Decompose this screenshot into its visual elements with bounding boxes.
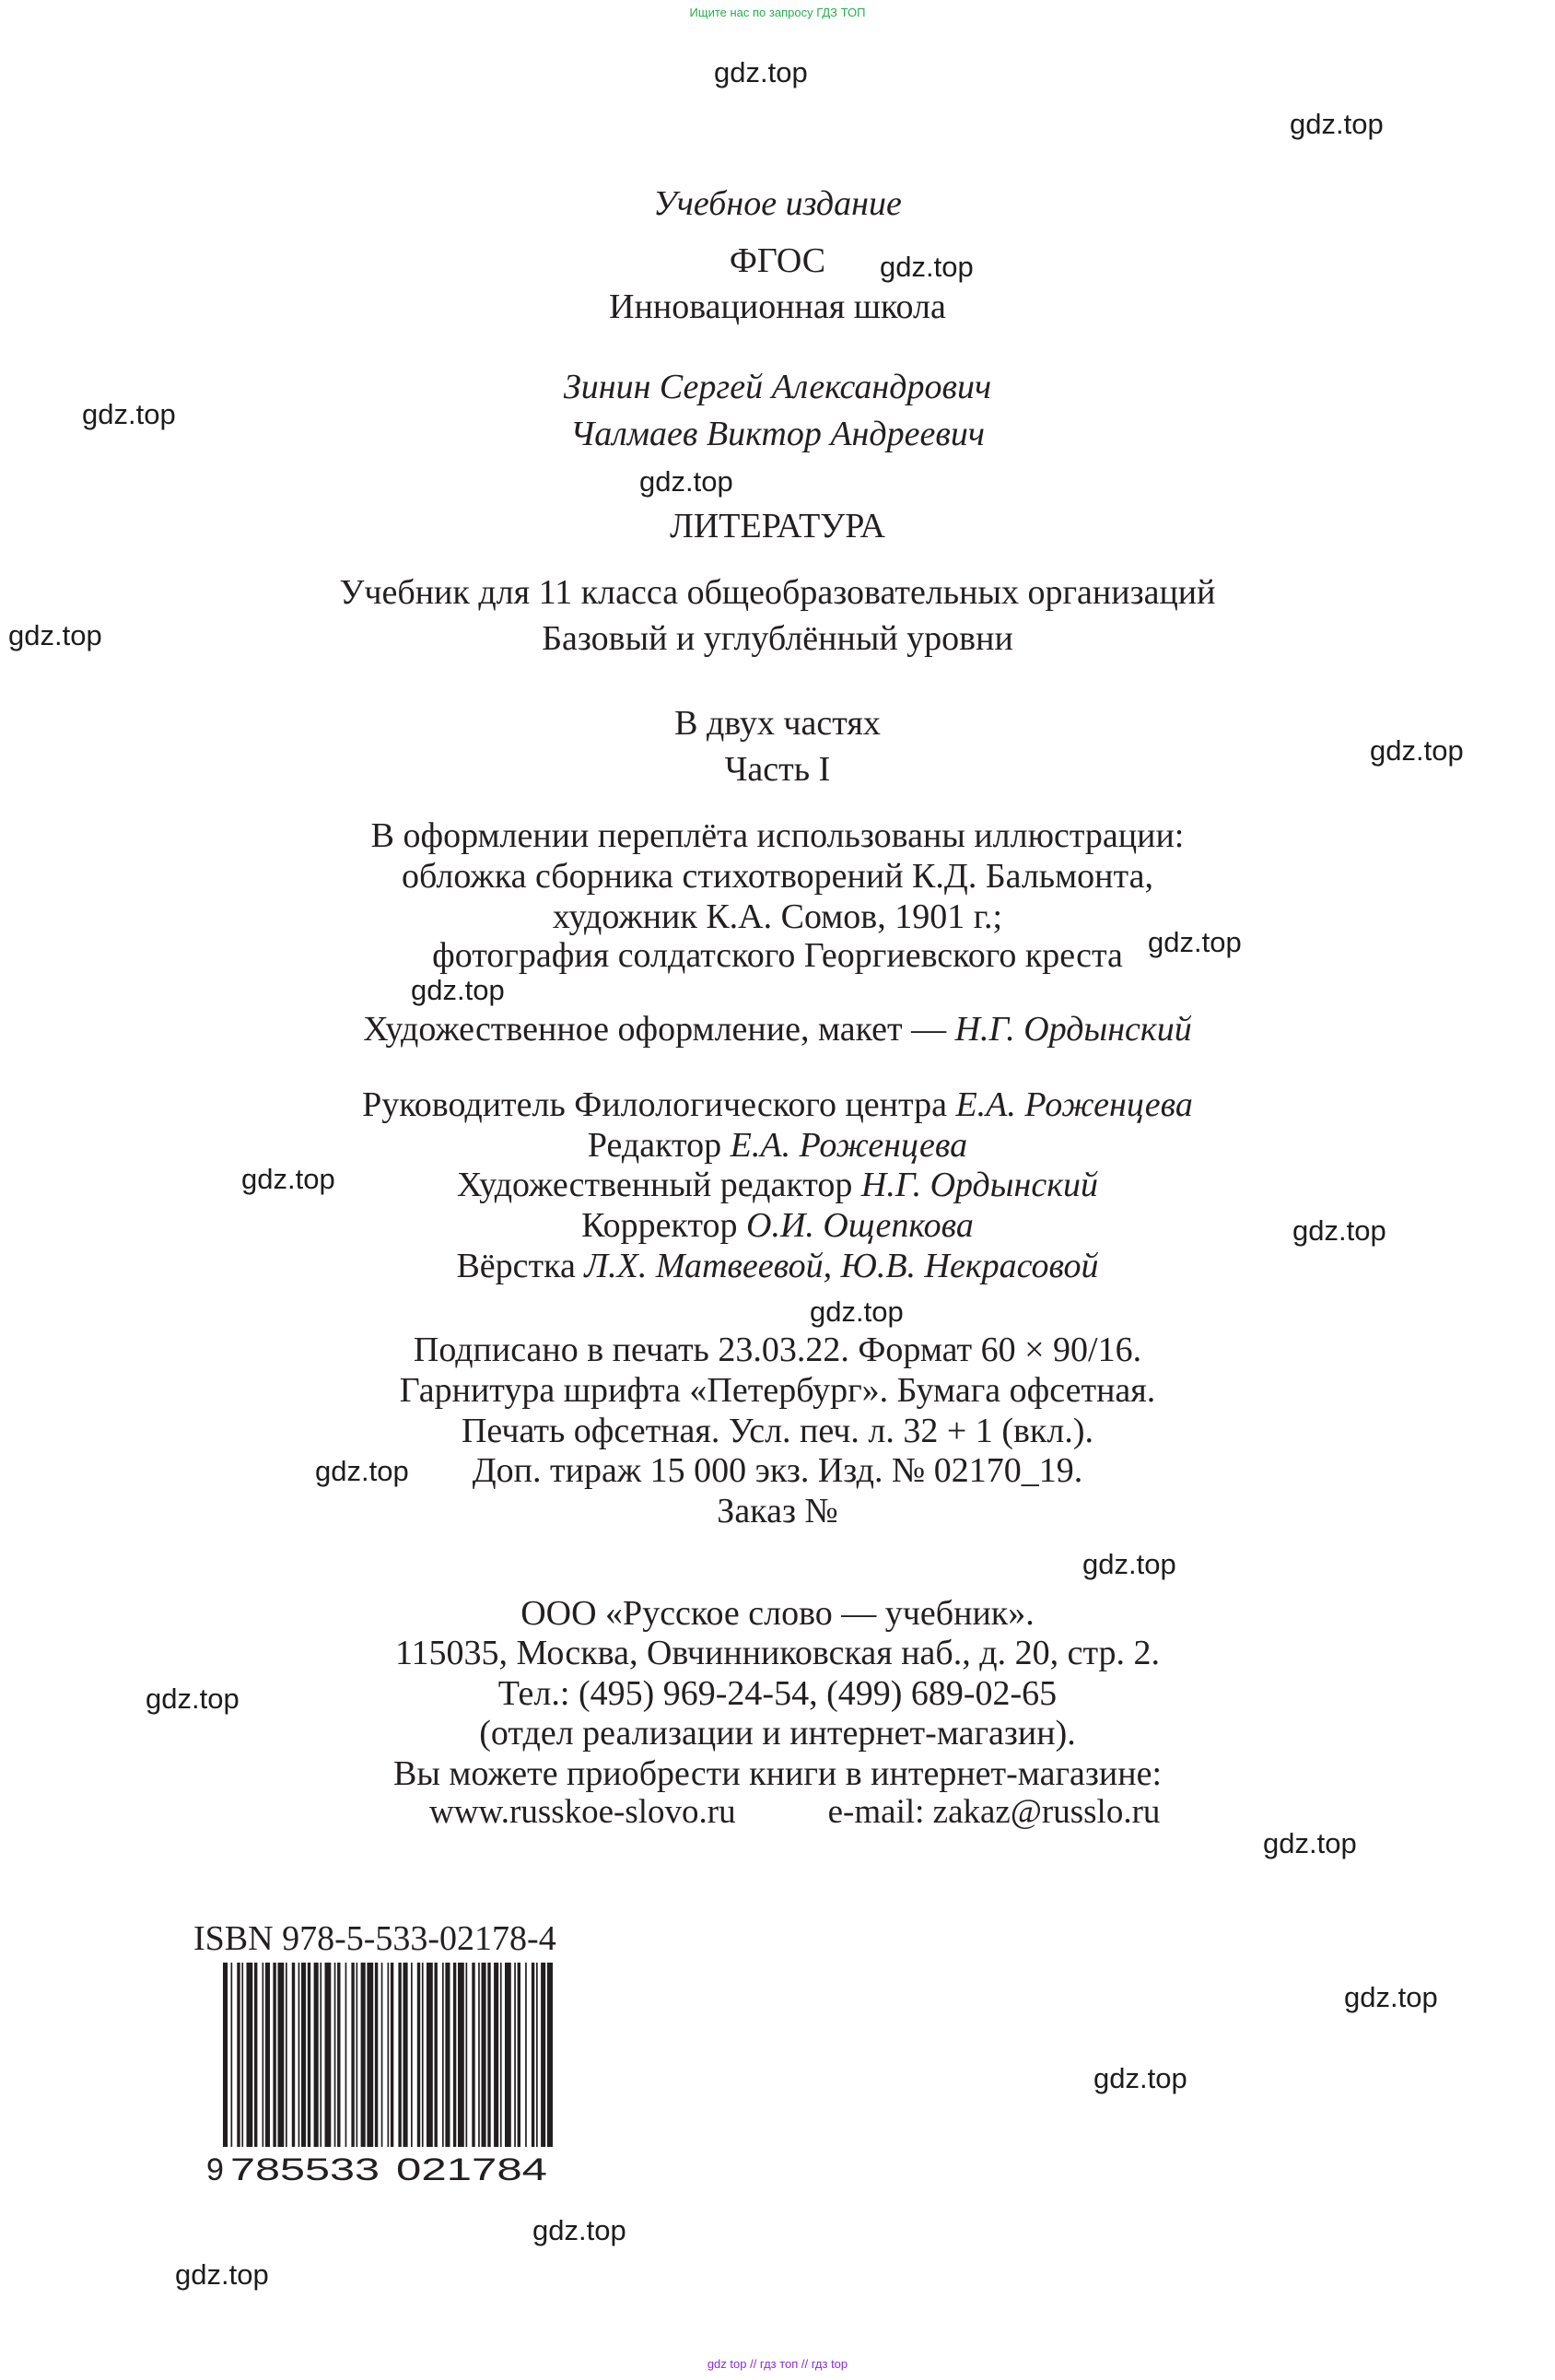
author-1: Зинин Сергей Александрович [563, 368, 992, 406]
illustrations-line-4: фотография солдатского Георгиевского креста [432, 936, 1123, 975]
barcode-bar [518, 1963, 520, 2147]
barcode-bar [472, 1963, 474, 2147]
series-label: Инновационная школа [609, 287, 946, 326]
watermark: gdz.top [1370, 734, 1464, 767]
staff-name: О.И. Ощепкова [746, 1206, 974, 1245]
watermark: gdz.top [241, 1163, 335, 1195]
staff-line [0, 1084, 1555, 1126]
barcode-bar [337, 1963, 340, 2147]
barcode-bars [223, 1963, 553, 2163]
barcode-bar [273, 1963, 275, 2147]
barcode-bar [500, 1963, 502, 2147]
isbn-barcode [206, 1963, 564, 2187]
design-credit-label: Художественное оформление, макет — [363, 1010, 955, 1049]
watermark: gdz.top [810, 1296, 904, 1328]
watermark: gdz.top [1148, 926, 1242, 958]
barcode-bar [422, 1963, 424, 2147]
barcode-bar [445, 1963, 450, 2147]
barcode-bar [361, 1963, 366, 2147]
watermark: gdz.top [1093, 2062, 1187, 2094]
barcode-bar [375, 1963, 378, 2147]
barcode-digit-first: 9 [206, 2152, 224, 2187]
publisher-contacts [429, 1792, 1160, 1832]
publisher-website: www.russkoe-slovo.ru [429, 1793, 736, 1831]
publisher-shop-note: Вы можете приобрести книги в интернет-магазине: [392, 1754, 1162, 1793]
watermark: gdz.top [175, 2258, 269, 2291]
isbn-label: ISBN 978-5-533-02178-4 [193, 1919, 556, 1958]
barcode-bar [514, 1963, 516, 2147]
book-subtitle-2: Базовый и углублённый уровни [542, 619, 1013, 658]
staff-role: Художественный редактор [457, 1166, 861, 1204]
barcode-bar [494, 1963, 498, 2147]
barcode-bar [403, 1963, 408, 2147]
barcode-bar [325, 1963, 332, 2147]
staff-name: Л.Х. Матвеевой, Ю.В. Некрасовой [584, 1247, 1099, 1285]
barcode-bar [505, 1963, 511, 2147]
watermark: gdz.top [639, 465, 733, 498]
watermark: gdz.top [1082, 1548, 1176, 1580]
barcode-bar [345, 1963, 347, 2147]
publisher-name: ООО «Русское слово — учебник». [520, 1594, 1035, 1633]
barcode-bar [427, 1963, 433, 2147]
barcode-bar [482, 1963, 486, 2147]
barcode-bar [478, 1963, 480, 2147]
print-info-line-3: Печать офсетная. Усл. печ. л. 32 + 1 (вкл.). [461, 1412, 1093, 1450]
author-2: Чалмаев Виктор Андреевич [570, 415, 985, 453]
barcode-digits-right: 021784 [396, 2152, 547, 2187]
barcode-bar [536, 1963, 538, 2147]
parts-label: В двух частях [674, 704, 881, 743]
illustrations-line-3: художник К.А. Сомов, 1901 г.; [552, 897, 1003, 936]
staff-line [0, 1245, 1555, 1287]
barcode-digits-left: 785533 [230, 2152, 380, 2187]
watermark: gdz.top [880, 251, 974, 283]
top-banner: Ищите нас по запросу ГДЗ ТОП [689, 6, 866, 19]
watermark: gdz.top [146, 1682, 240, 1715]
watermark: gdz.top [1344, 1981, 1438, 2013]
barcode-bar [314, 1963, 319, 2163]
barcode-bar [334, 1963, 336, 2147]
publisher-address: 115035, Москва, Овчинниковская наб., д. 20, стр. 2. [394, 1634, 1161, 1672]
staff-role: Корректор [581, 1206, 746, 1245]
barcode-bar [263, 1963, 264, 2147]
barcode-bar [298, 1963, 300, 2147]
staff-line [0, 1164, 1555, 1206]
barcode-bar [532, 1963, 534, 2147]
barcode-bar [278, 1963, 285, 2147]
barcode-bar [411, 1963, 413, 2147]
illustrations-line-1: В оформлении переплёта использованы иллюстрации: [370, 816, 1185, 855]
watermark: gdz.top [315, 1455, 409, 1487]
part-label: Часть I [724, 750, 831, 789]
barcode-bar [453, 1963, 456, 2147]
print-info-line-4: Доп. тираж 15 000 экз. Изд. № 02170_19. [472, 1451, 1083, 1490]
barcode-bar [286, 1963, 287, 2147]
staff-role: Редактор [587, 1126, 731, 1165]
design-credit [0, 1008, 1555, 1050]
edition-type: Учебное издание [653, 184, 902, 223]
design-credit-name: Н.Г. Ордынский [954, 1010, 1192, 1049]
barcode-bar [367, 1963, 373, 2147]
staff-role: Вёрстка [456, 1247, 585, 1285]
barcode-bar [223, 1963, 228, 2163]
watermark: gdz.top [532, 2214, 626, 2246]
barcode-bar [547, 1963, 553, 2163]
barcode-bar [417, 1963, 420, 2147]
barcode-bar [292, 1963, 295, 2147]
barcode-bar [308, 1963, 310, 2147]
book-subject: ЛИТЕРАТУРА [670, 507, 885, 545]
barcode-bar [435, 1963, 438, 2147]
barcode-bar [357, 1963, 358, 2147]
print-info-line-1: Подписано в печать 23.03.22. Формат 60 × 90/16. [413, 1331, 1142, 1369]
barcode-bar [388, 1963, 390, 2147]
bottom-banner: gdz top // гдз топ // гдз top [707, 2357, 848, 2371]
book-subtitle-1: Учебник для 11 класса общеобразовательных организаций [339, 573, 1216, 612]
barcode-bar [391, 1963, 393, 2147]
barcode-bar [265, 1963, 270, 2147]
standard-label: ФГОС [729, 241, 826, 280]
barcode-bar [466, 1963, 468, 2147]
barcode-bar [525, 1963, 527, 2147]
watermark: gdz.top [1290, 108, 1384, 140]
barcode-bar [231, 1963, 233, 2163]
barcode-bar [398, 1963, 401, 2147]
barcode-bar [541, 1963, 545, 2147]
print-info-line-2: Гарнитура шрифта «Петербург». Бумага офсетная. [399, 1371, 1156, 1410]
staff-role: Руководитель Филологического центра [362, 1085, 956, 1124]
print-info-line-5: Заказ № [717, 1492, 838, 1530]
barcode-bar [254, 1963, 257, 2147]
barcode-bar [241, 1963, 243, 2147]
staff-name: Е.А. Роженцева [955, 1085, 1193, 1124]
staff-name: Е.А. Роженцева [730, 1126, 968, 1165]
barcode-bar [351, 1963, 354, 2147]
barcode-bar [442, 1963, 444, 2147]
publisher-email: e-mail: zakaz@russlo.ru [827, 1793, 1161, 1831]
staff-line [0, 1124, 1555, 1167]
watermark: gdz.top [8, 619, 102, 651]
watermark: gdz.top [1263, 1827, 1357, 1859]
barcode-bar [237, 1963, 240, 2147]
watermark: gdz.top [411, 974, 505, 1006]
staff-name: Н.Г. Ордынский [860, 1166, 1098, 1204]
watermark: gdz.top [1292, 1214, 1386, 1247]
publisher-phone: Тел.: (495) 969-24-54, (499) 689-02-65 [497, 1674, 1058, 1713]
barcode-bar [320, 1963, 322, 2147]
illustrations-line-2: обложка сборника стихотворений К.Д. Бальмонта, [402, 857, 1153, 896]
watermark: gdz.top [82, 398, 176, 430]
barcode-bar [247, 1963, 253, 2147]
watermark: gdz.top [714, 56, 808, 88]
barcode-bar [487, 1963, 490, 2147]
barcode-bar [381, 1963, 383, 2147]
publisher-dept: (отдел реализации и интернет-магазин). [479, 1714, 1076, 1753]
barcode-bar [301, 1963, 306, 2147]
barcode-bar [458, 1963, 464, 2147]
